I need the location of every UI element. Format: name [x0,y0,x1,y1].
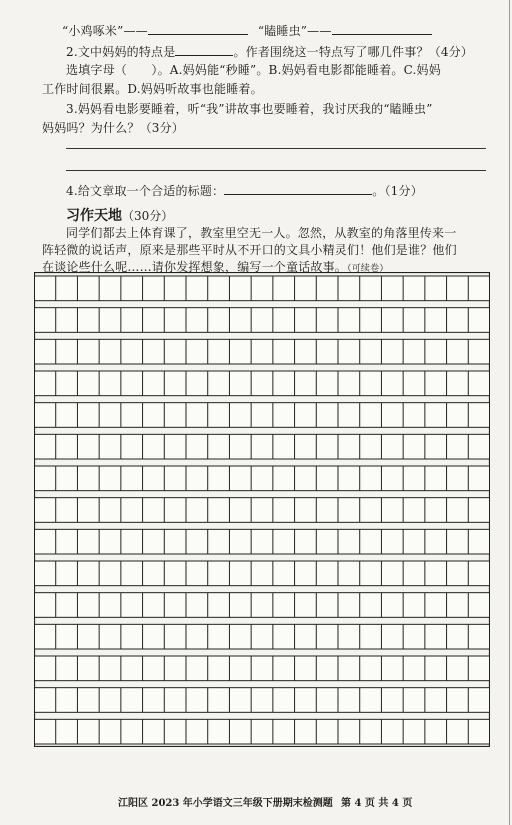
grid-row-band [35,593,490,618]
grid-row-band [35,434,490,459]
grid-row-band [35,308,490,333]
writing-section-title [66,205,173,225]
q4-text-b: 。（1分） [372,184,423,198]
q3-answer-line-1[interactable] [66,148,486,149]
q2-text-b: 。作者围绕这一特点写了哪几件事？（4分） [233,45,474,59]
q1-item-2-blank[interactable] [332,22,432,35]
grid-row[interactable] [35,529,490,554]
q4-line [66,182,423,199]
grid-row[interactable] [35,561,490,586]
grid-row-band [35,688,490,713]
grid-row[interactable] [35,276,490,301]
writing-prompt-line-1: 同学们都去上体育课了，教室里空无一人。忽然，从教室的角落里传来一 [66,226,457,240]
writing-prompt-text: 在谈论些什么呢……请你发挥想象，编写一个童话故事。 [42,260,348,274]
grid-row-band [35,339,490,364]
footer-exam-title: 江阳区 2023 年小学语文三年级下册期末检测题 [118,798,333,809]
grid-row[interactable] [35,688,490,713]
q2-line-3: 工作时间很累。D.妈妈听故事也能睡着。 [42,82,263,96]
grid-row[interactable] [35,403,490,428]
q3-line-2: 妈妈吗？为什么？（3分） [42,121,185,135]
q1-item-1-blank[interactable] [148,22,248,35]
grid-row-band [35,656,490,681]
grid-row-band [35,498,490,523]
q1-line [62,22,432,39]
grid-row-band [35,466,490,491]
q2-line-2: 选填字母（ ）。A.妈妈能“秒睡”。B.妈妈看电影都能睡着。C.妈妈 [66,63,441,77]
grid-row[interactable] [35,719,490,744]
grid-row-band [35,624,490,649]
page-edge-line [509,0,510,825]
grid-row[interactable] [35,371,490,396]
grid-row[interactable] [35,339,490,364]
composition-grid[interactable] [34,272,490,747]
q3-answer-line-2[interactable] [66,170,486,171]
q2-text-a: 2.文中妈妈的特点是 [66,45,176,59]
q1-item-1-label: “小鸡啄米”—— [62,24,148,38]
writing-score: （30分） [122,209,174,223]
grid-row-band [35,561,490,586]
grid-row[interactable] [35,308,490,333]
grid-row-band [35,276,490,301]
grid-row[interactable] [35,656,490,681]
grid-row-band [35,403,490,428]
q2-answer-blank[interactable] [175,43,233,56]
grid-row[interactable] [35,498,490,523]
grid-row-band [35,719,490,744]
grid-row[interactable] [35,466,490,491]
grid-row[interactable] [35,593,490,618]
grid-row-band [35,529,490,554]
q3-line-1: 3.妈妈看电影要睡着，听“我”讲故事也要睡着，我讨厌我的“瞌睡虫” [66,102,433,116]
writing-prompt-line-2: 阵轻微的说话声，原来是那些平时从不开口的文具小精灵们！他们是谁？他们 [42,243,457,257]
q4-title-blank[interactable] [224,182,372,195]
q2-line-1 [66,43,473,60]
grid-row-band [35,371,490,396]
writing-title-text: 习作天地 [66,208,122,224]
footer-page-number: 第 4 页 共 4 页 [341,798,413,809]
writing-prompt-note: （可续卷） [347,264,389,274]
grid-row[interactable] [35,434,490,459]
q1-item-2-label: “瞌睡虫”—— [257,24,332,38]
grid-row[interactable] [35,624,490,649]
q4-text-a: 4.给文章取一个合适的标题： [66,184,225,198]
